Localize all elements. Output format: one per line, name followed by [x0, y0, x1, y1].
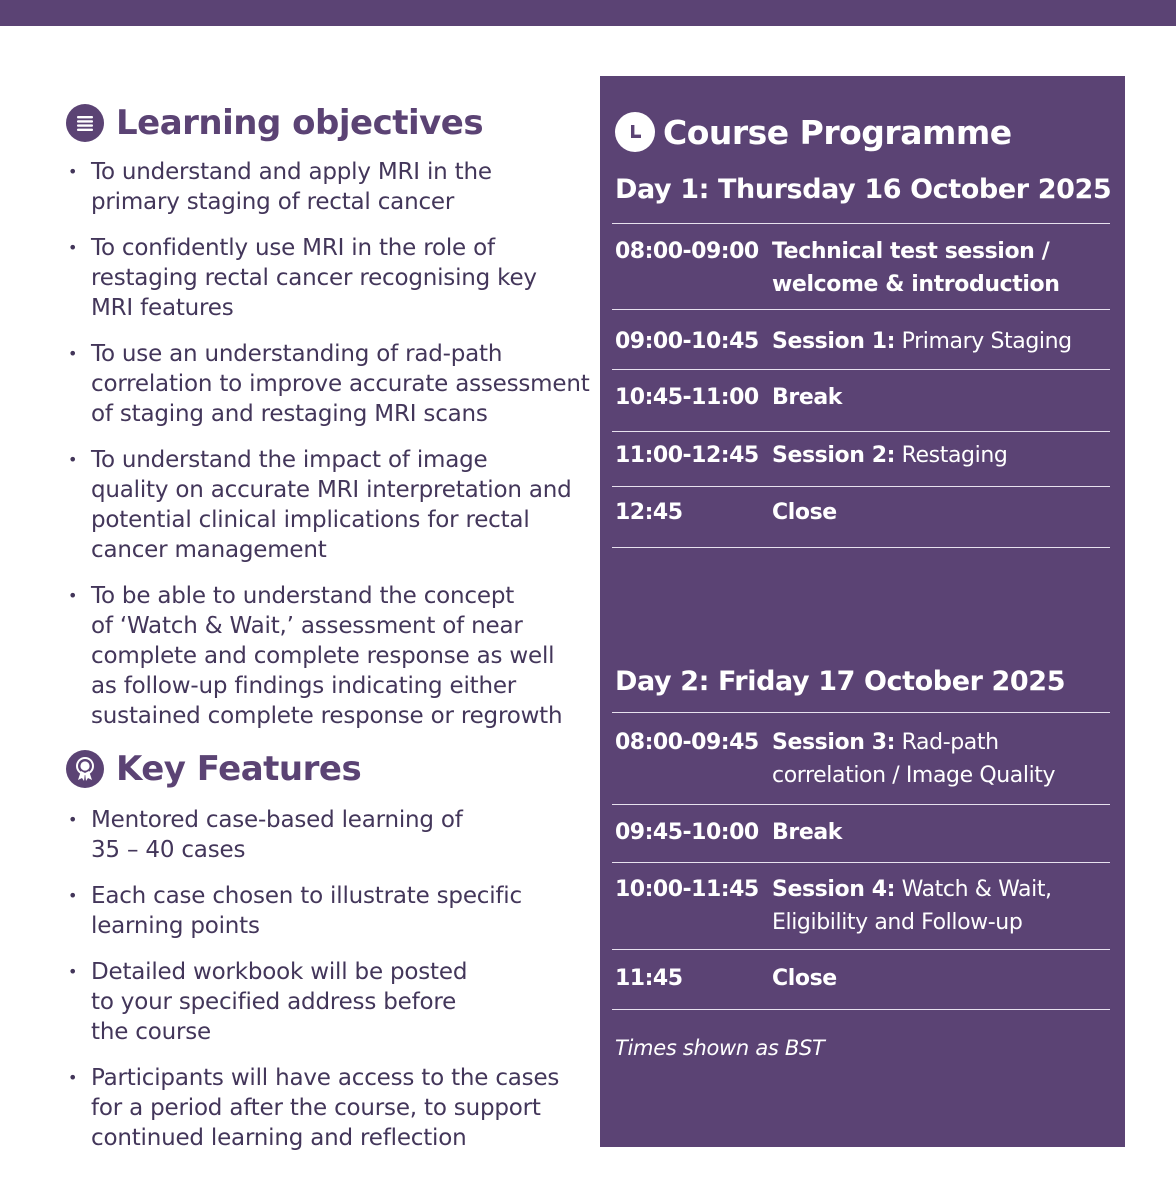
timezone-note: Times shown as BST	[615, 1036, 825, 1060]
session-description: Break	[772, 820, 843, 845]
session-description: Session 2: Restaging	[772, 443, 1008, 468]
divider	[612, 309, 1110, 310]
day-1-title: Day 1: Thursday 16 October 2025	[615, 174, 1112, 205]
session-description: Close	[772, 966, 837, 991]
list-item: • Each case chosen to illustrate specific learning points	[68, 883, 522, 939]
day-2-title: Day 2: Friday 17 October 2025	[615, 666, 1066, 697]
divider	[612, 712, 1110, 713]
session-description: Session 1: Primary Staging	[772, 329, 1072, 354]
list-item: • Detailed workbook will be posted to your specified address before the course	[68, 959, 468, 1045]
divider	[612, 949, 1110, 950]
divider	[612, 862, 1110, 863]
session-time: 08:00-09:00	[615, 239, 759, 264]
session-description: Session 3: Rad-path correlation / Image Quality	[772, 730, 1056, 788]
session-description: Technical test session / welcome & introduction	[772, 239, 1060, 297]
session-time: 11:45	[615, 966, 683, 991]
list-item: • Participants will have access to the cases for a period after the course, to support continued learning and reflection	[68, 1065, 560, 1151]
session-time: 10:00-11:45	[615, 877, 759, 902]
learning-objectives-title: Learning objectives	[116, 103, 484, 143]
divider	[612, 547, 1110, 548]
course-programme-title: Course Programme	[663, 112, 1012, 152]
session-time: 08:00-09:45	[615, 730, 759, 755]
session-time: 12:45	[615, 500, 683, 525]
session-description: Close	[772, 500, 837, 525]
award-ribbon-icon	[66, 750, 104, 788]
list-item: • To confidently use MRI in the role of restaging rectal cancer recognising key MRI features	[68, 235, 537, 321]
list-item: • To be able to understand the concept of ‘Watch & Wait,’ assessment of near complete and complete response as well as follow-up findings indicating either sustained complete response or regrowth	[68, 583, 563, 729]
session-description: Break	[772, 385, 843, 410]
learning-objectives-heading	[66, 101, 483, 145]
list-item: • To understand and apply MRI in the primary staging of rectal cancer	[68, 159, 492, 215]
divider	[612, 1009, 1110, 1010]
key-features-title: Key Features	[116, 749, 362, 789]
key-features-list	[66, 805, 596, 1153]
session-time: 10:45-11:00	[615, 385, 759, 410]
key-features-heading	[66, 747, 361, 791]
divider	[612, 804, 1110, 805]
list-item: • To understand the impact of image quality on accurate MRI interpretation and potential clinical implications for rectal cancer management	[68, 447, 572, 563]
course-programme-panel	[600, 76, 1125, 1147]
divider	[612, 486, 1110, 487]
session-time: 09:00-10:45	[615, 329, 759, 354]
list-item: • To use an understanding of rad-path correlation to improve accurate assessment of staging and restaging MRI scans	[68, 341, 590, 427]
session-time: 11:00-12:45	[615, 443, 759, 468]
list-icon	[66, 104, 104, 142]
divider	[612, 223, 1110, 224]
clock-icon	[615, 112, 655, 152]
divider	[612, 431, 1110, 432]
list-item: • Mentored case-based learning of 35 – 40 cases	[68, 807, 463, 863]
session-description: Session 4: Watch & Wait, Eligibility and Follow-up	[772, 877, 1052, 935]
course-programme-heading	[615, 112, 1012, 152]
learning-objectives-list	[66, 157, 596, 731]
session-time: 09:45-10:00	[615, 820, 759, 845]
divider	[612, 369, 1110, 370]
